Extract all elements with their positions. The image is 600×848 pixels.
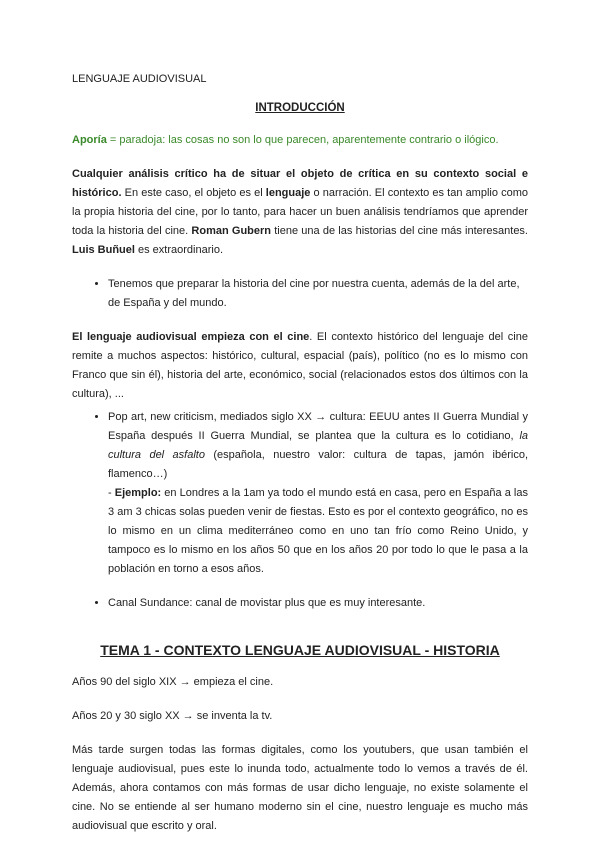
- text: Pop art, new criticism, mediados siglo XX → cultura: EEUU antes II Guerra Mundial y España después II Guerra Mundial, se plantea que la cultura es lo cotidiano,: [108, 411, 528, 442]
- bold-text: Cualquier análisis crítico ha de situar el objeto de crítica en su contexto social e histórico.: [72, 168, 528, 199]
- aporia-text: = paradoja: las cosas no son lo que parecen, aparentemente contrario o ilógico.: [106, 134, 499, 146]
- bold-text: lenguaje: [265, 187, 311, 199]
- paragraph-digital: Más tarde surgen todas las formas digitales, como los youtubers, que usan también el lenguaje audiovisual, pues este lo inunda todo, actualmente todo lo vemos a través de él. Además, ahora contamos con más formas de usar dicho lenguaje, no existe solamente el cine. No se entiende al ser humano moderno sin el cine, nuestro lenguaje es mucho más audiovisual que escrito y oral.: [72, 744, 528, 832]
- list-item: • Canal Sundance: canal de movistar plus que es muy interesante.: [108, 594, 528, 613]
- section-title: INTRODUCCIÓN: [255, 102, 345, 114]
- example-label: Ejemplo:: [114, 487, 162, 499]
- timeline-line: Años 90 del siglo XIX → empieza el cine.: [72, 676, 274, 688]
- paragraph-analysis: [72, 165, 528, 260]
- bold-text: Roman Gubern: [191, 225, 272, 237]
- text: es extraordinario.: [134, 244, 223, 256]
- text: En este caso, el objeto es el: [121, 187, 266, 199]
- list-item: [108, 408, 528, 579]
- bold-text: El lenguaje audiovisual empieza con el cine: [72, 331, 310, 343]
- text: en Londres a la 1am ya todo el mundo está en casa, pero en España a las 3 am 3 chicas solas pueden venir de fiestas. Esto es por el contexto geográfico, no es lo mismo en un clima mediterráneo como en uno tan frío como Reino Unido, y tampoco es lo mismo en los años 50 que en los años 20 por todo lo que le pasa a la población en torno a esos años.: [108, 487, 528, 575]
- aporia-definition: [72, 131, 528, 150]
- text: . El contexto histórico del lenguaje del cine remite a muchos aspectos: histórico, cultural, espacial (país), político (no es lo mismo con Franco que sin él), historia del arte, económico, social (relacionados estos dos últimos con la cultura), ...: [72, 331, 528, 400]
- text: tiene una de las historias del cine más interesantes.: [271, 225, 528, 237]
- text: (española, nuestro valor: cultura de tapas, jamón ibérico, flamenco…): [108, 449, 528, 480]
- paragraph-lenguaje: [72, 328, 528, 404]
- text: o narración. El contexto es tan amplio como la propia historia del cine, por lo tanto, para hacer un buen análisis tendríamos que aprender toda la historia del cine.: [72, 187, 528, 237]
- bullet-list: [72, 408, 528, 613]
- bold-text: Luis Buñuel: [72, 244, 135, 256]
- bullet-list: [72, 275, 528, 313]
- italic-text: la cultura del asfalto: [108, 430, 528, 461]
- document-header: LENGUAJE AUDIOVISUAL: [72, 73, 207, 85]
- timeline-line: Años 20 y 30 siglo XX → se inventa la tv.: [72, 710, 273, 722]
- tema-heading: TEMA 1 - CONTEXTO LENGUAJE AUDIOVISUAL - HISTORIA: [100, 642, 500, 658]
- text: -: [108, 487, 115, 499]
- list-item: • Tenemos que preparar la historia del cine por nuestra cuenta, además de la del arte, de España y del mundo.: [108, 275, 528, 313]
- aporia-term: Aporía: [72, 134, 107, 146]
